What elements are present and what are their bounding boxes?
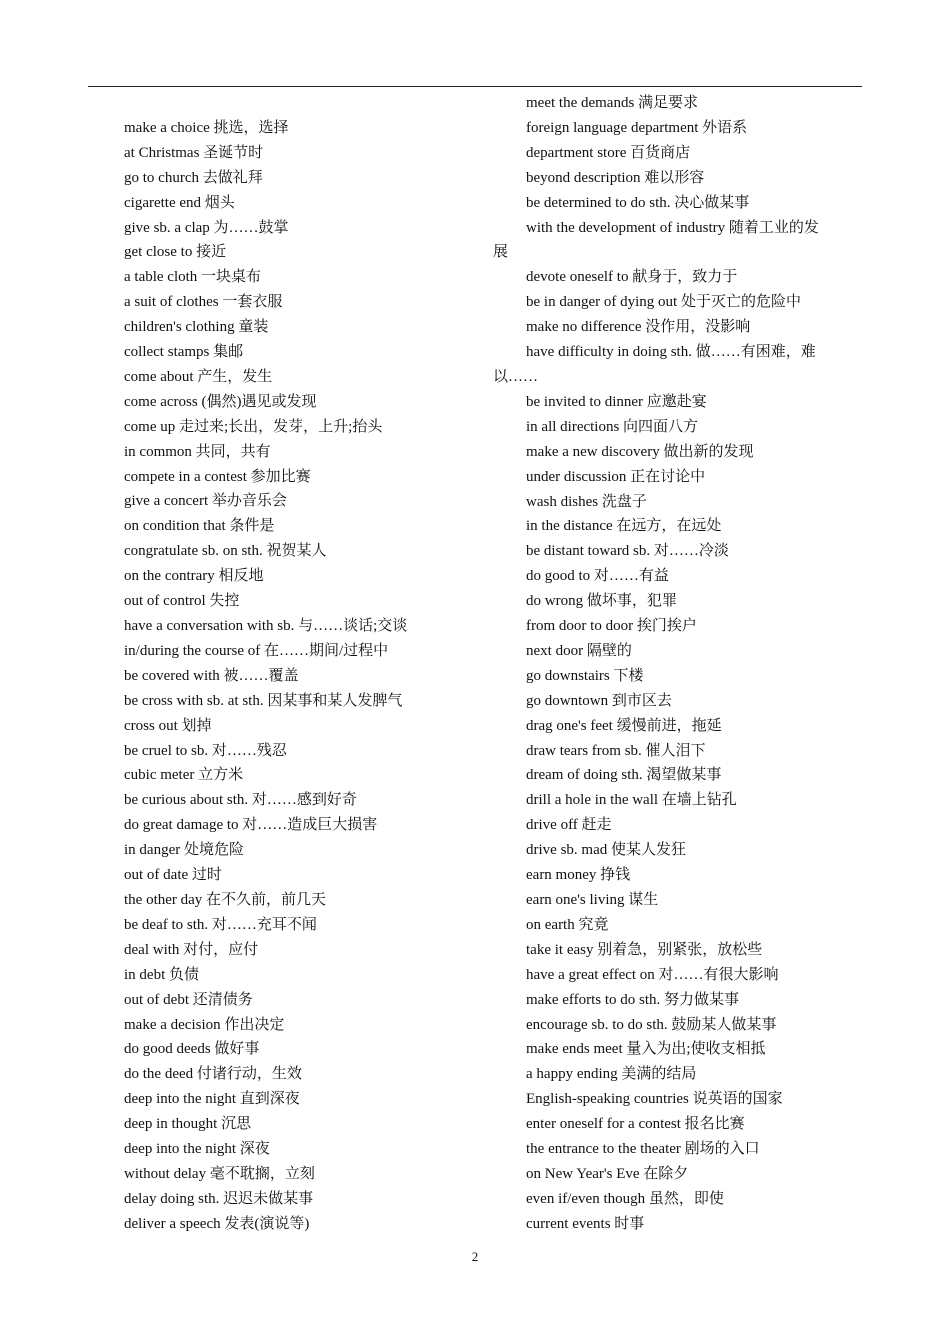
vocab-entry: draw tears from sb. 催人泪下 — [526, 742, 706, 759]
vocab-entry: be determined to do sth. 决心做某事 — [526, 194, 750, 211]
vocab-entry: collect stamps 集邮 — [124, 344, 244, 361]
vocab-entry: under discussion 正在讨论中 — [526, 468, 706, 485]
vocab-entry: in the distance 在远方，在远处 — [526, 518, 722, 535]
vocab-entry: wash dishes 洗盘子 — [526, 493, 647, 510]
vocab-entry: make no difference 没作用，没影响 — [526, 319, 751, 336]
vocab-entry: earn money 挣钱 — [526, 867, 631, 884]
vocab-entry: with the development of industry 随着工业的发 — [526, 219, 819, 236]
vocab-entry: without delay 毫不耽搁，立刻 — [124, 1165, 315, 1182]
vocab-entry: go to church 去做礼拜 — [124, 169, 263, 186]
vocab-entry-continuation: 以…… — [493, 368, 539, 385]
vocab-entry: make a decision 作出决定 — [124, 1016, 285, 1033]
vocab-entry: have a great effect on 对……有很大影响 — [526, 966, 779, 983]
vocab-entry: deal with 对付，应付 — [124, 941, 259, 958]
vocab-entry: do the deed 付诸行动，生效 — [124, 1066, 302, 1083]
left-column — [124, 91, 469, 1237]
vocab-entry: beyond description 难以形容 — [526, 169, 705, 186]
page-number: 2 — [471, 1249, 479, 1264]
vocab-entry: the other day 在不久前，前几天 — [124, 891, 327, 908]
vocab-entry: take it easy 别着急，别紧张，放松些 — [526, 941, 763, 958]
vocab-entry: earn one's living 谋生 — [526, 892, 659, 908]
vocab-entry: in all directions 向四面八方 — [526, 418, 699, 435]
header-rule — [88, 86, 862, 87]
vocab-entry: do wrong 做坏事，犯罪 — [526, 593, 677, 610]
vocab-entry: from door to door 挨门挨户 — [526, 618, 697, 635]
vocab-entry: compete in a contest 参加比赛 — [124, 468, 311, 485]
vocab-entry: encourage sb. to do sth. 鼓励某人做某事 — [526, 1016, 777, 1033]
vocab-entry: come up 走过来;长出，发芽，上升;抬头 — [124, 418, 383, 435]
vocab-entry: have a conversation with sb. 与……谈话;交谈 — [124, 618, 408, 635]
vocab-entry: make ends meet 量入为出;使收支相抵 — [526, 1041, 766, 1058]
vocab-entry: be cruel to sb. 对……残忍 — [124, 742, 287, 759]
vocab-entry: drill a hole in the wall 在墙上钻孔 — [526, 792, 737, 809]
vocab-entry: do good deeds 做好事 — [124, 1041, 260, 1058]
vocab-entry: come across (偶然)遇见或发现 — [124, 393, 317, 410]
vocab-entry-continuation: 展 — [493, 244, 509, 261]
vocab-entry: a table cloth 一块桌布 — [124, 269, 262, 286]
vocab-entry: deep in thought 沉思 — [124, 1116, 252, 1133]
vocab-entry: at Christmas 圣诞节时 — [124, 144, 264, 161]
right-column — [493, 91, 863, 1237]
vocab-entry: enter oneself for a contest 报名比赛 — [526, 1116, 745, 1133]
vocab-entry: give sb. a clap 为……鼓掌 — [124, 219, 289, 236]
vocab-entry: deliver a speech 发表(演说等) — [124, 1215, 310, 1232]
vocab-entry: deep into the night 直到深夜 — [124, 1091, 300, 1108]
vocab-entry: be invited to dinner 应邀赴宴 — [526, 393, 707, 410]
vocab-entry: be covered with 被……覆盖 — [124, 667, 299, 684]
vocab-entry: cubic meter 立方米 — [124, 767, 244, 784]
vocab-entry: be curious about sth. 对……感到好奇 — [124, 792, 357, 809]
vocab-entry: drive sb. mad 使某人发狂 — [526, 842, 686, 859]
vocab-entry: children's clothing 童装 — [124, 319, 269, 336]
vocab-entry: make a choice 挑选，选择 — [124, 119, 289, 136]
vocab-entry: next door 隔壁的 — [526, 642, 632, 659]
vocab-entry: congratulate sb. on sth. 祝贺某人 — [124, 543, 327, 560]
vocab-entry: foreign language department 外语系 — [526, 119, 748, 136]
vocab-entry: meet the demands 满足要求 — [526, 95, 699, 111]
vocab-entry: drag one's feet 缓慢前进，拖延 — [526, 717, 722, 734]
vocab-entry: be in danger of dying out 处于灭亡的危险中 — [526, 294, 801, 311]
vocab-entry: do good to 对……有益 — [526, 568, 669, 585]
vocab-entry: get close to 接近 — [124, 244, 227, 261]
vocab-entry: drive off 赶走 — [526, 817, 612, 834]
vocab-entry: go downtown 到市区去 — [526, 692, 672, 709]
vocab-entry: the entrance to the theater 剧场的入口 — [526, 1141, 760, 1158]
vocab-entry: in common 共同，共有 — [124, 443, 271, 460]
vocab-entry: cross out 划掉 — [124, 717, 212, 734]
vocab-entry: be cross with sb. at sth. 因某事和某人发脾气 — [124, 692, 403, 709]
vocab-entry: give a concert 举办音乐会 — [124, 493, 287, 510]
vocab-entry: deep into the night 深夜 — [124, 1141, 270, 1158]
vocab-entry: even if/even though 虽然，即使 — [526, 1190, 724, 1207]
vocab-entry: current events 时事 — [526, 1215, 645, 1232]
vocab-entry: on condition that 条件是 — [124, 518, 275, 535]
vocab-entry: out of date 过时 — [124, 867, 222, 884]
vocab-entry: be distant toward sb. 对……冷淡 — [526, 543, 729, 560]
vocab-entry: make a new discovery 做出新的发现 — [526, 443, 754, 460]
vocab-entry: on the contrary 相反地 — [124, 568, 264, 585]
vocab-entry: a happy ending 美满的结局 — [526, 1066, 697, 1083]
vocab-entry: English-speaking countries 说英语的国家 — [526, 1091, 783, 1108]
vocab-entry: out of control 失控 — [124, 593, 240, 610]
vocab-entry: in debt 负债 — [124, 966, 199, 983]
vocab-entry: in danger 处境危险 — [124, 842, 244, 859]
vocab-entry: out of debt 还清债务 — [124, 991, 253, 1008]
vocab-entry: dream of doing sth. 渴望做某事 — [526, 767, 722, 784]
vocab-entry: do great damage to 对……造成巨大损害 — [124, 817, 378, 834]
vocab-entry: a suit of clothes 一套衣服 — [124, 294, 283, 311]
vocab-entry: delay doing sth. 迟迟未做某事 — [124, 1190, 314, 1207]
vocab-entry: cigarette end 烟头 — [124, 194, 235, 211]
vocab-entry: on New Year's Eve 在除夕 — [526, 1165, 689, 1182]
vocab-entry: go downstairs 下楼 — [526, 667, 644, 684]
vocab-entry: on earth 究竟 — [526, 916, 609, 933]
vocab-entry: come about 产生，发生 — [124, 368, 273, 385]
vocab-entry: have difficulty in doing sth. 做……有困难，难 — [526, 344, 816, 361]
vocab-entry: be deaf to sth. 对……充耳不闻 — [124, 916, 317, 933]
vocab-entry: department store 百货商店 — [526, 144, 691, 161]
vocab-entry: make efforts to do sth. 努力做某事 — [526, 991, 740, 1008]
vocab-entry: in/during the course of 在……期间/过程中 — [124, 642, 389, 659]
vocab-entry: devote oneself to 献身于，致力于 — [526, 269, 738, 286]
